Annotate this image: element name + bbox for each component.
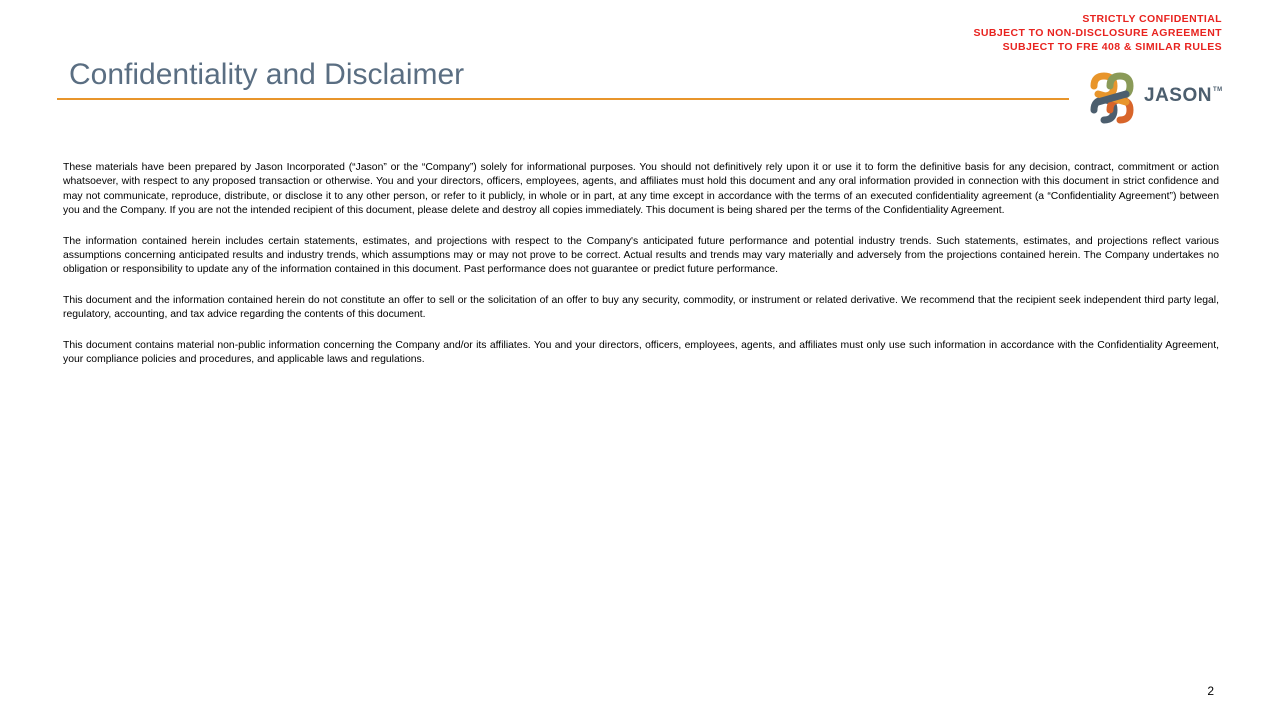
disclaimer-paragraph: The information contained herein includes certain statements, estimates, and projections with respect to the Company's anticipated future performance and potential industry trends. Such statements, estimates, and projections reflect various assumptions concerning anticipated results and industry trends, which assumptions may or may not prove to be correct. Actual results and trends may vary materially and adversely from the projections contained herein. The Company undertakes no obligation or responsibility to update any of the information contained in this document. Past performance does not guarantee or predict future performance. — [63, 235, 1219, 276]
logo-wordmark-text: JASON — [1144, 85, 1212, 106]
disclaimer-paragraph: This document contains material non-public information concerning the Company and/or its affiliates. You and your directors, officers, employees, agents, and affiliates must only use such information in accordance with the Confidentiality Agreement, your compliance policies and procedures, and applicable laws and regulations. — [63, 339, 1219, 366]
confidentiality-notice — [973, 12, 1222, 54]
jason-logo — [1086, 72, 1226, 124]
notice-line-strictly-confidential: STRICTLY CONFIDENTIAL — [1082, 13, 1222, 25]
page-number: 2 — [1207, 684, 1214, 698]
notice-line-fre: SUBJECT TO FRE 408 & SIMILAR RULES — [1002, 41, 1222, 53]
disclaimer-body — [63, 161, 1219, 383]
disclaimer-paragraph: This document and the information contained herein do not constitute an offer to sell or the solicitation of an offer to buy any security, commodity, or instrument or related derivative. We recommend that the recipient seek independent third party legal, regulatory, accounting, and tax advice regarding the contents of this document. — [63, 294, 1219, 321]
page-title: Confidentiality and Disclaimer — [69, 58, 465, 91]
notice-line-nda: SUBJECT TO NON-DISCLOSURE AGREEMENT — [973, 27, 1222, 39]
title-divider — [57, 98, 1069, 100]
logo-wordmark — [1144, 85, 1223, 107]
disclaimer-paragraph: These materials have been prepared by Jason Incorporated (“Jason” or the “Company”) solely for informational purposes. You should not definitively rely upon it or use it to form the definitive basis for any decision, contract, commitment or action whatsoever, with respect to any proposed transaction or otherwise. You and your directors, officers, employees, agents, and affiliates must hold this document and any oral information provided in connection with this document in strict confidence and may not communicate, reproduce, distribute, or disclose it to any other person, or refer to it publicly, in whole or in part, at any time except in accordance with the terms of an executed confidentiality agreement (a “Confidentiality Agreement”) between you and the Company. If you are not the intended recipient of this document, please delete and destroy all copies immediately. This document is being shared per the terms of the Confidentiality Agreement. — [63, 162, 1219, 217]
jason-logo-mark-icon — [1086, 72, 1138, 124]
logo-trademark: TM — [1212, 87, 1223, 93]
